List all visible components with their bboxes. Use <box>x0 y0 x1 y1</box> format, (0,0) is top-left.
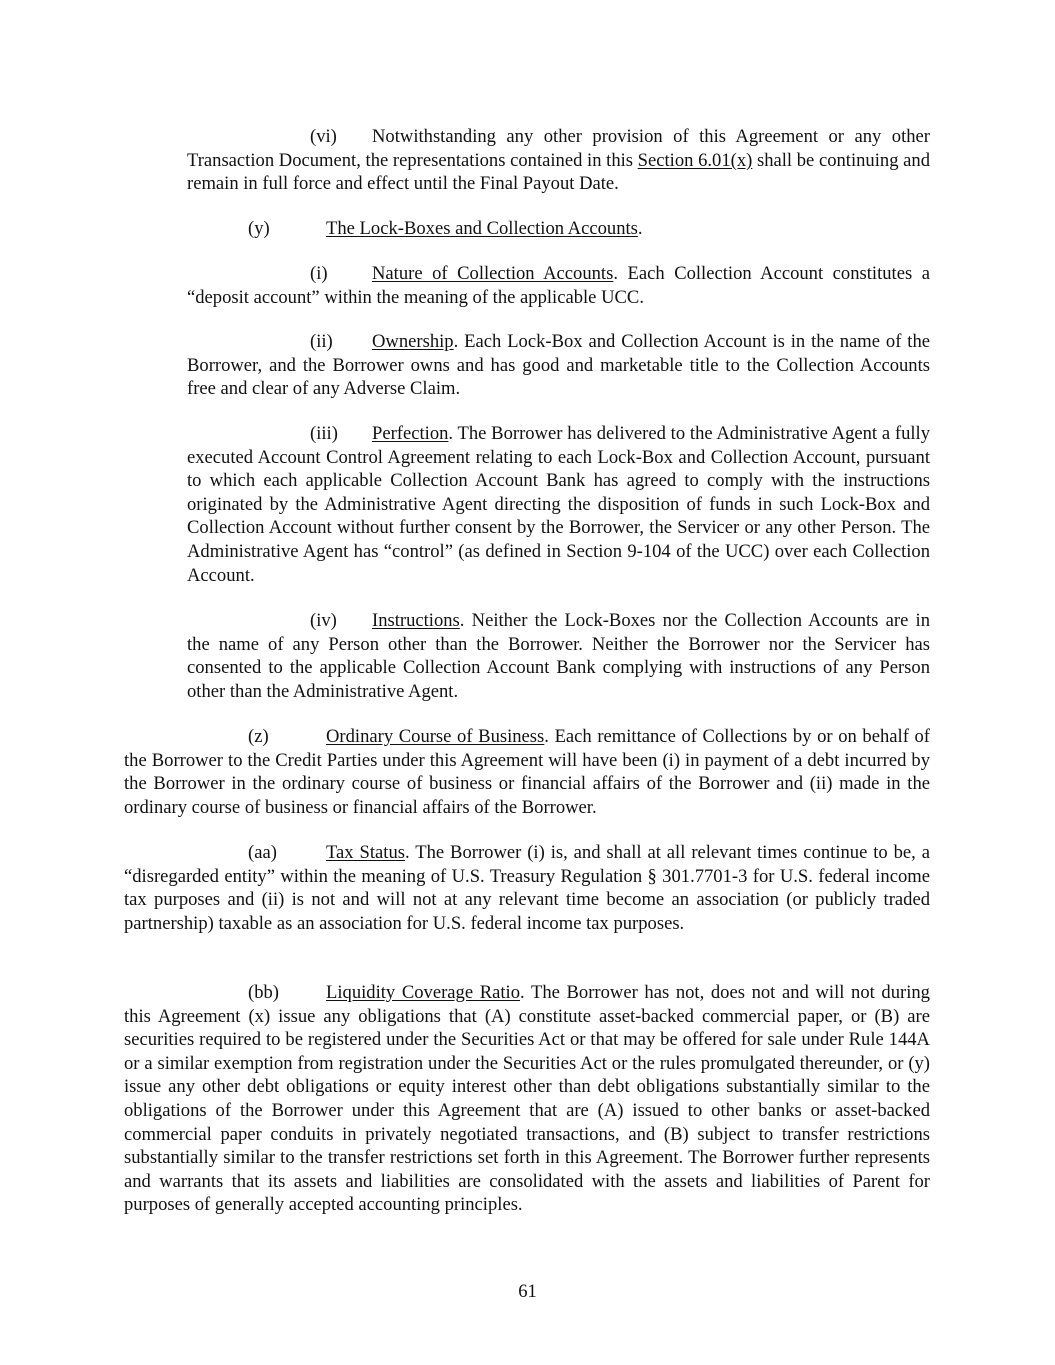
clause-marker: (i) <box>310 263 328 284</box>
clause-heading: Tax Status <box>326 842 405 863</box>
clause-heading: Perfection <box>372 423 449 444</box>
clause-heading: Nature of Collection Accounts <box>372 263 614 284</box>
clause-text: . <box>637 218 643 239</box>
clause-vi <box>187 125 930 196</box>
clause-text: Notwithstanding any other provision of this Agreement or any other Transaction Document, the representations contained in this <box>187 126 930 171</box>
clause-marker: (iii) <box>310 423 338 444</box>
clause-y-iii <box>187 422 930 587</box>
clause-heading: Liquidity Coverage Ratio <box>326 982 521 1003</box>
clause-bb <box>124 981 930 1217</box>
clause-text: . The Borrower has delivered to the Administrative Agent a fully executed Account Control Agreement relating to each Lock-Box and Collection Account, pursuant to which each applicable Collection Account Bank has agreed to comply with the instructions originated by the Administrative Agent directing the disposition of funds in such Lock-Box and Collection Account without further consent by the Borrower, the Servicer or any other Person. The Administrative Agent has “control” (as defined in Section 9-104 of the UCC) over each Collection Account. <box>187 423 930 586</box>
clause-y-ii <box>187 330 930 401</box>
clause-text: . Neither the Lock-Boxes nor the Collection Accounts are in the name of any Person other than the Borrower. Neither the Borrower nor the Servicer has consented to the applicable Collection Account Bank complying with instructions of any Person other than the Administrative Agent. <box>187 610 930 702</box>
clause-text: . Each Lock-Box and Collection Account is in the name of the Borrower, and the Borrower owns and has good and marketable title to the Collection Accounts free and clear of any Adverse Claim. <box>187 331 930 400</box>
clause-marker: (y) <box>248 218 270 239</box>
clause-z <box>124 725 930 819</box>
clause-marker: (ii) <box>310 331 333 352</box>
page-number: 61 <box>518 1281 537 1302</box>
clause-y <box>187 217 930 241</box>
clause-marker: (aa) <box>248 842 277 863</box>
clause-marker: (iv) <box>310 610 337 631</box>
clause-y-i <box>187 262 930 309</box>
clause-heading: The Lock-Boxes and Collection Accounts <box>326 218 638 239</box>
clause-aa <box>124 841 930 935</box>
clause-text: . Each remittance of Collections by or on behalf of the Borrower to the Credit Parties under this Agreement will have been (i) in payment of a debt incurred by the Borrower in the ordinary course of business or financial affairs of the Borrower and (ii) made in the ordinary course of business or financial affairs of the Borrower. <box>124 726 930 818</box>
clause-marker: (vi) <box>310 126 337 147</box>
section-reference: Section 6.01(x) <box>637 149 753 171</box>
clause-text: . Each Collection Account constitutes a “deposit account” within the meaning of the applicable UCC. <box>187 263 930 308</box>
clause-heading: Instructions <box>372 610 460 631</box>
clause-y-iv <box>187 609 930 703</box>
clause-marker: (bb) <box>248 982 279 1003</box>
clause-heading: Ordinary Course of Business <box>326 726 545 747</box>
clause-text: shall be continuing and remain in full force and effect until the Final Payout Date. <box>187 149 930 195</box>
clause-marker: (z) <box>248 726 269 747</box>
clause-heading: Ownership <box>372 331 454 352</box>
clause-text: . The Borrower has not, does not and will not during this Agreement (x) issue any obligations that (A) constitute asset-backed commercial paper, or (B) are securities required to be registered under the Securities Act or that may be offered for sale under Rule 144A or a similar exemption from registration under the Securities Act or the rules promulgated thereunder, or (y) issue any other debt obligations or equity interest other than debt obligations substantially similar to the obligations of the Borrower under this Agreement that are (A) issued to other banks or asset-backed commercial paper conduits in privately negotiated transactions, and (B) subject to transfer restrictions substantially similar to the transfer restrictions set forth in this Agreement. The Borrower further represents and warrants that its assets and liabilities are consolidated with the assets and liabilities of Parent for purposes of generally accepted accounting principles. <box>124 982 930 1216</box>
clause-text: . The Borrower (i) is, and shall at all relevant times continue to be, a “disregarded entity” within the meaning of U.S. Treasury Regulation § 301.7701-3 for U.S. federal income tax purposes and (ii) is not and will not at any relevant time become an association (or publicly traded partnership) taxable as an association for U.S. federal income tax purposes. <box>124 842 931 934</box>
